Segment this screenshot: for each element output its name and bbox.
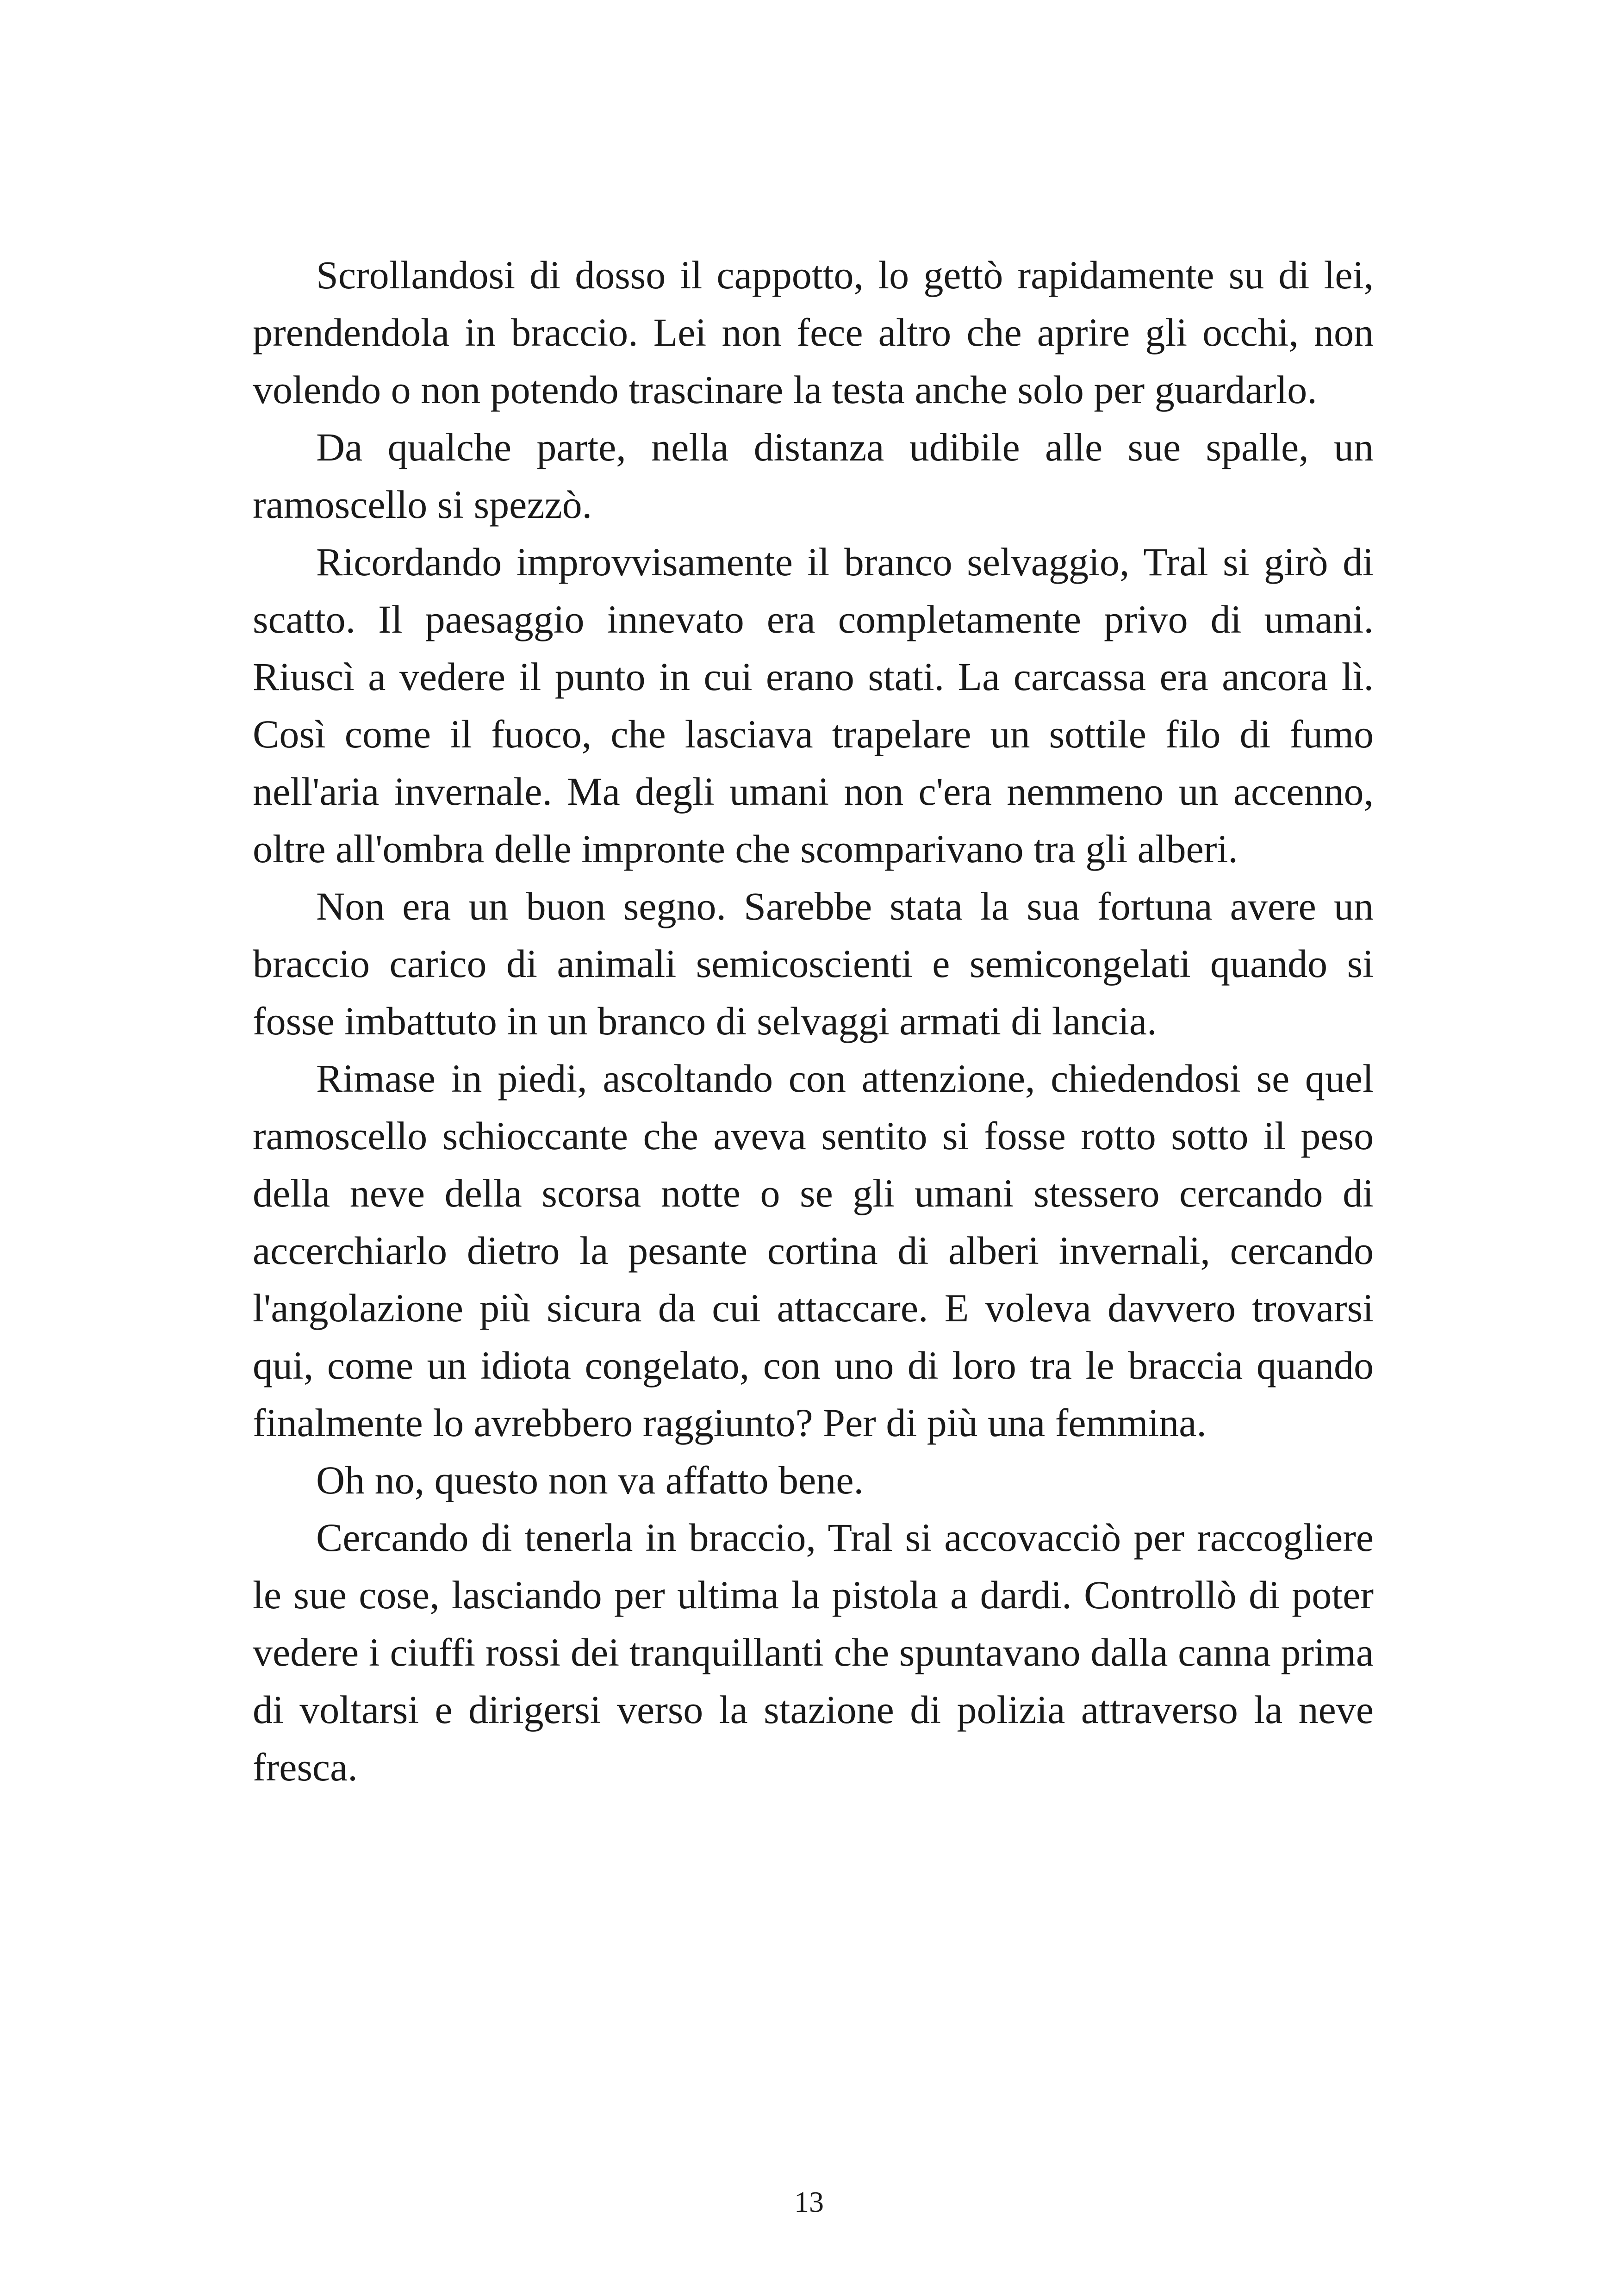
paragraph: Cercando di tenerla in braccio, Tral si accovacciò per raccogliere le sue cose, lasciando per ultima la pistola a dardi. Controllò di poter vedere i ciuffi rossi dei tranquillanti che spuntavano dalla canna prima di voltarsi e dirigersi verso la stazione di polizia attraverso la neve fresca. — [253, 1515, 1374, 1789]
paragraph: Ricordando improvvisamente il branco selvaggio, Tral si girò di scatto. Il paesaggio innevato era completamente privo di umani. Riuscì a vedere il punto in cui erano stati. La carcassa era ancora lì. Così come il fuoco, che lasciava trapelare un sottile filo di fumo nell'aria invernale. Ma degli umani non c'era nemmeno un accenno, oltre all'ombra delle impronte che scomparivano tra gli alberi. — [253, 540, 1374, 871]
paragraph: Scrollandosi di dosso il cappotto, lo gettò rapidamente su di lei, prendendola in braccio. Lei non fece altro che aprire gli occhi, non volendo o non potendo trascinare la testa anche solo per guardarlo. — [253, 253, 1374, 412]
page-number: 13 — [794, 2185, 824, 2218]
paragraph: Oh no, questo non va affatto bene. — [316, 1458, 864, 1502]
paragraph: Non era un buon segno. Sarebbe stata la sua fortuna avere un braccio carico di animali semicoscienti e semicongelati quando si fosse imbattuto in un branco di selvaggi armati di lancia. — [253, 884, 1374, 1043]
page-body — [253, 246, 1374, 1796]
paragraph: Da qualche parte, nella distanza udibile alle sue spalle, un ramoscello si spezzò. — [253, 425, 1374, 527]
paragraph: Rimase in piedi, ascoltando con attenzione, chiedendosi se quel ramoscello schioccante che aveva sentito si fosse rotto sotto il peso della neve della scorsa notte o se gli umani stessero cercando di accerchiarlo dietro la pesante cortina di alberi invernali, cercando l'angolazione più sicura da cui attaccare. E voleva davvero trovarsi qui, come un idiota congelato, con uno di loro tra le braccia quando finalmente lo avrebbero raggiunto? Per di più una femmina. — [253, 1056, 1374, 1445]
